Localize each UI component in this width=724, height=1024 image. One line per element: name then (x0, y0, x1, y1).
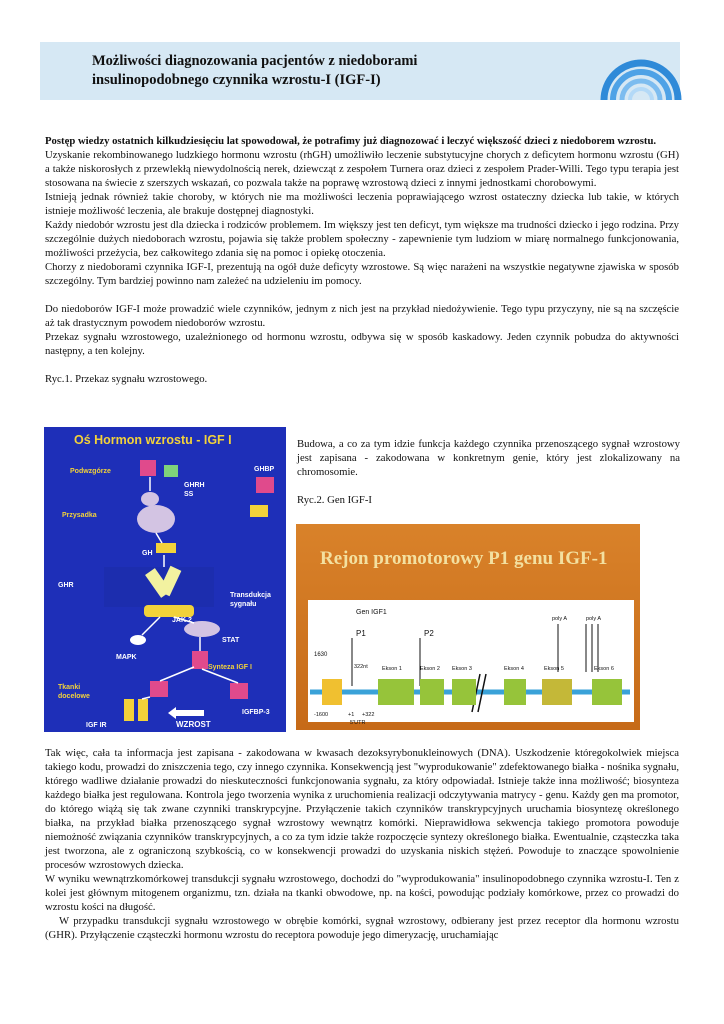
label-przysadka: Przysadka (62, 512, 97, 519)
section2-paragraph-1: Do niedoborów IGF-I może prowadzić wiele czynników, jednym z nich jest na przykład niedożywienie. Tego typu przyczyny, nie są na szczęście aż tak drastycznym powodem niedoborów wzrostu. (45, 303, 679, 329)
ghbp-ligand (250, 505, 268, 517)
label-gh: GH (142, 550, 153, 557)
label-ss: SS (184, 491, 194, 498)
exon-label-4: Ekson 4 (504, 666, 524, 672)
figure-igf1-gene (296, 524, 640, 730)
closing-section (45, 746, 679, 942)
pituitary-top (141, 492, 159, 506)
label-322nt: 322nt (354, 664, 368, 670)
marker-plus-1: +1 (348, 712, 355, 718)
rainbow-arcs-logo (596, 36, 686, 100)
growth-arrow (168, 707, 204, 719)
intro-paragraph-4: Chorzy z niedoborami czynnika IGF-I, prezentują na ogół duże deficyty wzrostowe. Są więc narażeni na wszystkie negatywne zjawiska w sposób szczególny. Tym bardziej powinno nam zależeć na udzieleniu im pomocy. (45, 261, 679, 287)
label-transdukcja-2: sygnału (230, 601, 257, 608)
fig1-title: Oś Hormon wzrostu - IGF I (74, 433, 232, 447)
label-ghr: GHR (58, 582, 74, 589)
label-transdukcja-1: Transdukcja (230, 592, 271, 599)
exon-block-pre (322, 679, 342, 705)
gh-molecule (156, 543, 176, 553)
label-gene: Gen IGF1 (356, 609, 387, 616)
marker-plus-322: +322 (362, 712, 375, 718)
intro-section (45, 134, 679, 386)
label-mapk: MAPK (116, 654, 137, 661)
label-stat: STAT (222, 637, 240, 644)
exon-block-2 (420, 679, 444, 705)
igfbp3-block (230, 683, 248, 699)
exon-block-3 (452, 679, 476, 705)
intro-paragraph-3: Każdy niedobór wzrostu jest dla dziecka i rodziców problemem. Im większy jest ten deficyt, tym większe ma trudności dziecko i jego rodzina. Przy szczególnie dużych niedoborach wzrostu, pojawia się także problem społeczny - zapewnienie tym ludziom w miarę normalnego funkcjonowania, możliwości przeżycia, bez całkowitego zdania się na pomoc i opiekę otoczenia. (45, 219, 679, 259)
exon-label-5: Ekson 5 (544, 666, 564, 672)
page-title (92, 52, 612, 90)
label-tkanki-2: docelowe (58, 693, 90, 700)
label-polya-2: poly A (586, 616, 601, 622)
marker-minus-1600: -1600 (314, 712, 329, 718)
igf1r-right (138, 699, 148, 721)
label-synteza: Synteza IGF I (208, 664, 252, 671)
closing-paragraph-2: W wyniku wewnątrzkomórkowej transdukcji sygnału wzrostowego, dochodzi do "wyprodukowania" insulinopodobnego czynnika wzrostu-I. Ten z kolei jest głównym mitogenem organizmu, tzn. działa na tkanki obwodowe, np. na kości, powodując podziały komórkowe, przez co prowadzi do wzrostu kości na długość. (45, 873, 679, 913)
fig2-title: Rejon promotorowy P1 genu IGF-1 (320, 548, 608, 569)
figure-2-caption: Ryc.2. Gen IGF-I (297, 494, 372, 506)
label-ghrh: GHRH (184, 482, 205, 489)
exon-block-4 (504, 679, 526, 705)
intro-paragraph-2: Istnieją jednak również takie choroby, w których nie ma możliwości leczenia poprawiającego wzrost ostateczny dziecka lub takie, w których istnieje możliwość leczenia, ale brakuje dostępnej diagnostyki. (45, 191, 679, 217)
label-5utr: 5'UTR (350, 720, 366, 726)
label-tkanki-1: Tkanki (58, 684, 81, 691)
mapk-molecule (130, 635, 146, 645)
closing-paragraph-1: Tak więc, cała ta informacja jest zapisana - zakodowana w kwasach dezoksyrybonukleinowych (DNA). Uszkodzenie któregokolwiek miejsca takiego kodu, prowadzi do zniszczenia tego, czy innego czynnika. Konsekwencją jest "wyprodukowanie" zdefektowanego białka - nośnika sygnału, którego wadliwe działanie prowadzi do nieskuteczności funkcjonowania sygnału, za który odpowiadał. Istnieje także inna możliwość; biosynteza każdego białka jest regulowana. Kontrola jego tworzenia wynika z uruchomienia realizacji odczytywania matrycy - genu. Każdy gen ma promotor, do którego wiążą się tak zwane czynniki transkrypcyjne. Przyłączenie takich czynników transkrypcyjnych uruchamia biosyntezę określonego białka, na przykład białka przenoszącego sygnał wzrostowy wewnątrz komórki. Nieprawidłowa sekwencja takiego promotora powoduje niemożność związania czynników transkrypcyjnych, a co za tym idzie także rozpoczęcie syntezy określonego białka. Ewentualnie, cząsteczka taka jest tworzona, ale z ograniczoną szybkością, co w konsekwencji prowadzi do uzyskania niskich stężeń. Powoduje to znaczące spowolnienie procesów wzrostowych dziecka. (45, 747, 679, 871)
label-igf1r: IGF IR (86, 722, 107, 729)
label-p2: P2 (424, 629, 434, 638)
exon-label-6: Ekson 6 (594, 666, 614, 672)
intro-paragraph-1: Uzyskanie rekombinowanego ludzkiego hormonu wzrostu (rhGH) umożliwiło leczenie substytucyjne chorych z deficytem hormonu wzrostu (GH) a także niskorosłych z przewlekłą niewydolnością nerek, dziewcząt z zespołem Turnera oraz dzieci z zespołem Prader-Willi. Tego typu terapia jest stosowana na świecie z szerszych wskazań, co pozwala także na poprawę wzrostową dzieci z innymi jednostkami chorobowymi. (45, 149, 679, 189)
title-line-2: insulinopodobnego czynnika wzrostu-I (IGF-I) (92, 72, 381, 88)
exon-block-6 (592, 679, 622, 705)
intro-lead: Postęp wiedzy ostatnich kilkudziesięciu lat spowodował, że potrafimy już diagnozować i leczyć większość dzieci z niedoborem wzrostu. (45, 135, 657, 147)
ghbp-block (256, 477, 274, 493)
exon-label-3: Ekson 3 (452, 666, 472, 672)
exon-label-1: Ekson 1 (382, 666, 402, 672)
label-p1: P1 (356, 629, 366, 638)
exon-label-2: Ekson 2 (420, 666, 440, 672)
exon-block-1 (378, 679, 414, 705)
section2-paragraph-2: Przekaz sygnału wzrostowego, uzależnionego od hormonu wzrostu, odbywa się w sposób kaskadowy. Jeden czynnik pobudza do aktywności następny, a ten kolejny. (45, 331, 679, 357)
side-text (297, 437, 680, 507)
stat-molecule (184, 621, 220, 637)
jak2-molecule (144, 605, 194, 617)
hypothalamus-block (140, 460, 156, 476)
label-wzrost: WZROST (176, 720, 211, 729)
figure-1-caption: Ryc.1. Przekaz sygnału wzrostowego. (45, 373, 208, 385)
label-1630: 1630 (314, 652, 328, 658)
pituitary-gland (137, 505, 175, 533)
label-jak2: JAK 2 (172, 617, 192, 624)
side-paragraph: Budowa, a co za tym idzie funkcja każdego czynnika przenoszącego sygnał wzrostowy jest zapisana - zakodowana w konkretnym genie, który jest zlokalizowany na chromosomie. (297, 438, 680, 478)
exon-block-5 (542, 679, 572, 705)
figure-gh-igf-axis (44, 427, 286, 732)
igf1-ligand (150, 681, 168, 697)
label-polya-1: poly A (552, 616, 567, 622)
label-ghbp: GHBP (254, 466, 275, 473)
igf1r-left (124, 699, 134, 721)
igf1-synthesis-block (192, 651, 208, 669)
closing-paragraph-3: W przypadku transdukcji sygnału wzrostowego w obrębie komórki, sygnał wzrostowy, odbierany jest przez receptor dla hormonu wzrostu (GHR). Przyłączenie cząsteczki hormonu wzrostu do receptora powoduje jego dimeryzację, uruchamiając (45, 915, 679, 941)
label-podwzgorze: Podwzgórze (70, 468, 111, 475)
title-line-1: Możliwości diagnozowania pacjentów z niedoborami (92, 53, 418, 69)
label-igfbp3: IGFBP-3 (242, 709, 270, 716)
somatostatin-block (164, 465, 178, 477)
